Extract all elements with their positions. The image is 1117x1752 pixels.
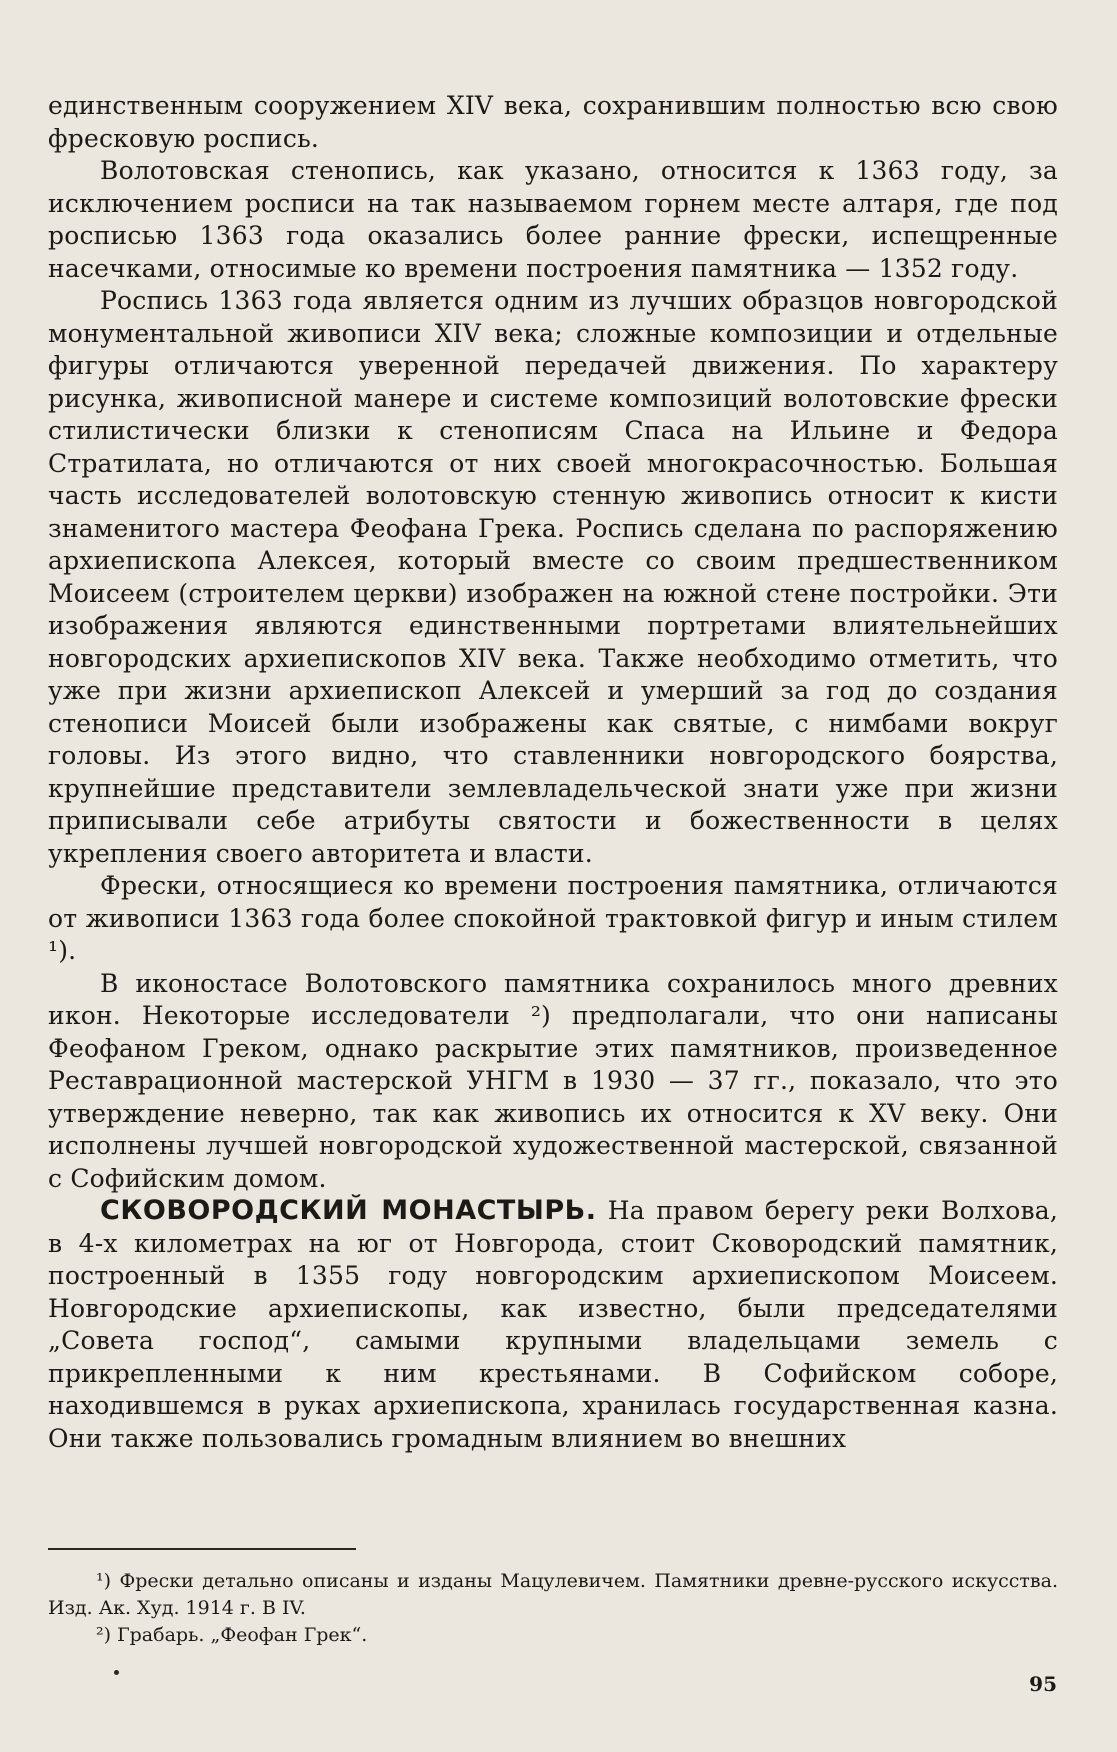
main-text [48, 90, 1058, 1455]
paragraph-skovorodsky [48, 1195, 1058, 1455]
section-text: На правом берегу реки Волхова, в 4-х километрах на юг от Новгорода, стоит Сковородский памятник, построенный в 1355 году новгородским архиепископом Моисеем. Новгородские архиепископы, как известно, были председателями „Совета господ“, самыми крупными владельцами земель с прикрепленными к ним крестьянами. В Софийском соборе, находившемся в руках архиепископа, хранилась государственная казна. Они также пользовались громадным влиянием во внешних [48, 1196, 1059, 1453]
paragraph-iconostasis: В иконостасе Волотовского памятника сохранилось много древних икон. Некоторые исследователи ²) предполагали, что они написаны Феофаном Греком, однако раскрытие этих памятников, произведенное Реставрационной мастерской УНГМ в 1930 — 37 гг., показало, что это утверждение неверно, так как живопись их относится к XV веку. Они исполнены лучшей новгородской художественной мастерской, связанной с Софийским домом. [48, 968, 1058, 1193]
section-heading: СКОВОРОДСКИЙ МОНАСТЫРЬ. [100, 1195, 597, 1226]
footnote-1: ¹) Фрески детально описаны и изданы Мацулевичем. Памятники древне-русского искусства. Изд. Ак. Худ. 1914 г. В IV. [48, 1570, 1058, 1619]
footnote-2: ²) Грабарь. „Феофан Грек“. [96, 1624, 368, 1646]
footnote-divider [48, 1548, 356, 1550]
paragraph-volotovo-date: Волотовская стенопись, как указано, относится к 1363 году, за исключением росписи на так называемом горнем месте алтаря, где под росписью 1363 года оказались более ранние фрески, испещренные насечками, относимые ко времени построения памятника — 1352 году. [48, 156, 1058, 283]
footnotes [48, 1568, 1058, 1649]
page-number: 95 [1029, 1672, 1057, 1696]
paragraph-early-frescoes: Фрески, относящиеся ко времени построения памятника, отличаются от живописи 1363 года более спокойной трактовкой фигур и иным стилем ¹). [48, 871, 1058, 965]
paragraph-continuation: единственным сооружением XIV века, сохранившим полностью всю свою фресковую роспись. [48, 91, 1058, 153]
print-mark [114, 1670, 119, 1675]
paragraph-fresco-style: Роспись 1363 года является одним из лучших образцов новгородской монументальной живописи XIV века; сложные композиции и отдельные фигуры отличаются уверенной передачей движения. По характеру рисунка, живописной манере и системе композиций волотовские фрески стилистически близки к стенописям Спаса на Ильине и Федора Стратилата, но отличаются от них своей многокрасочностью. Большая часть исследователей волотовскую стенную живопись относит к кисти знаменитого мастера Феофана Грека. Роспись сделана по распоряжению архиепископа Алексея, который вместе со своим предшественником Моисеем (строителем церкви) изображен на южной стене постройки. Эти изображения являются единственными портретами влиятельнейших новгородских архиепископов XIV века. Также необходимо отметить, что уже при жизни архиепископ Алексей и умерший за год до создания стенописи Моисей были изображены как святые, с нимбами вокруг головы. Из этого видно, что ставленники новгородского боярства, крупнейшие представители землевладельческой знати уже при жизни приписывали себе атрибуты святости и божественности в целях укрепления своего авторитета и власти. [48, 286, 1058, 868]
